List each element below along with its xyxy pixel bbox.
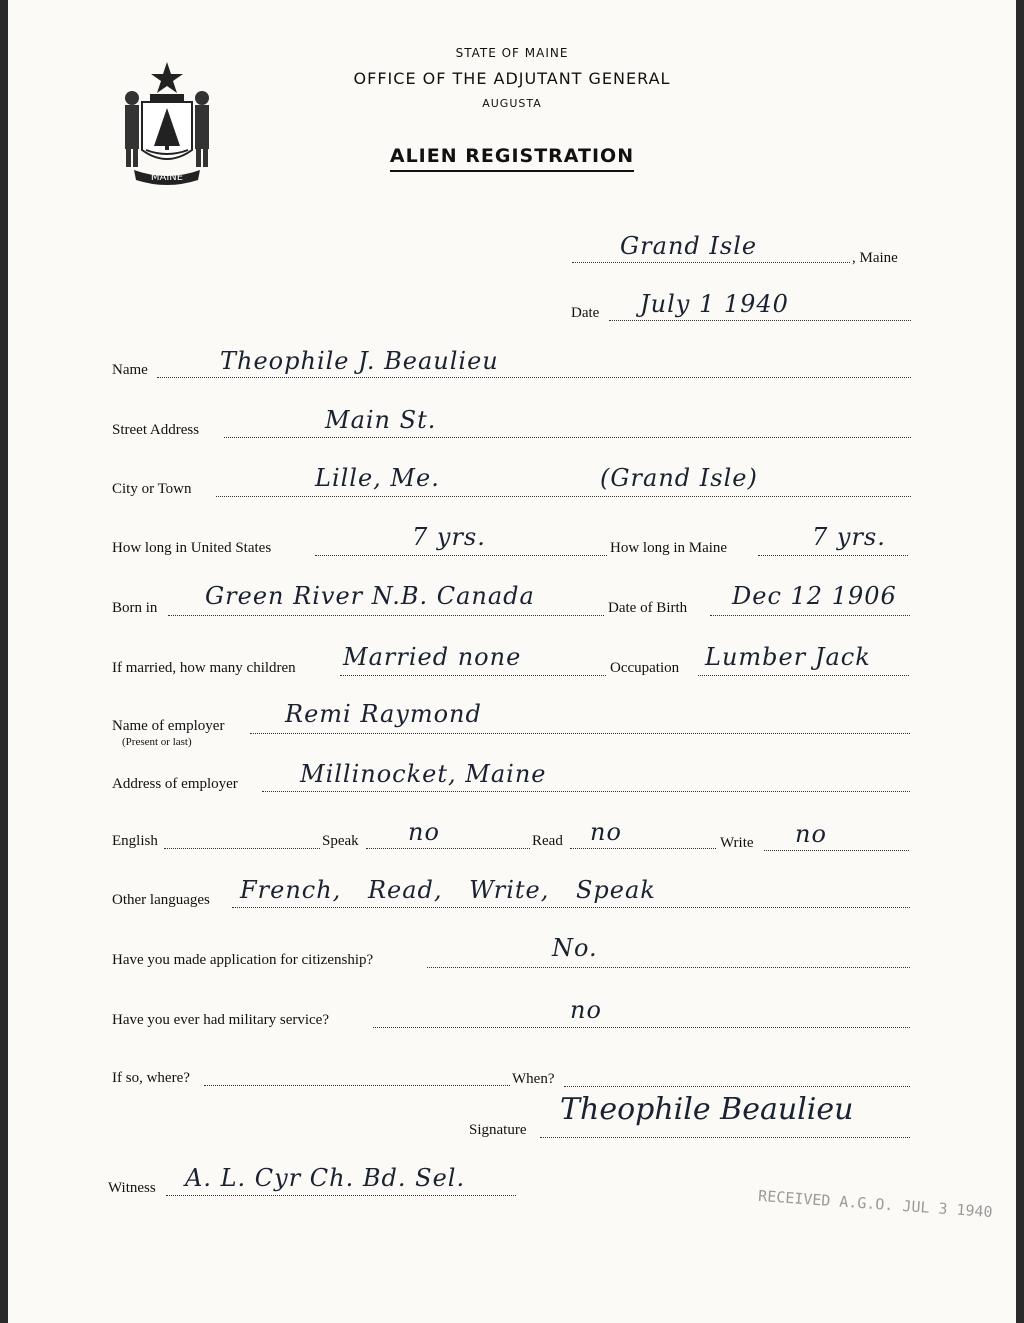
born-label: Born in: [112, 600, 158, 616]
occupation-label: Occupation: [610, 660, 680, 676]
signature-line: [540, 1137, 910, 1138]
employer-address-value: Millinocket, Maine: [300, 760, 547, 788]
maine-years-line: [758, 555, 908, 556]
english-line: [164, 848, 320, 849]
signature-value: Theophile Beaulieu: [560, 1092, 854, 1127]
witness-label: Witness: [108, 1180, 156, 1196]
military-line: [373, 1027, 910, 1028]
employer-line: [250, 733, 910, 734]
seal-lettering: MAINE: [150, 172, 184, 183]
date-value: July 1 1940: [640, 290, 789, 318]
header-state: STATE OF MAINE: [455, 46, 569, 60]
dob-line: [710, 615, 910, 616]
date-label: Date: [571, 305, 600, 321]
citizenship-line: [427, 967, 910, 968]
city-line: [216, 496, 911, 497]
place-line: [572, 262, 850, 263]
write-line: [764, 850, 909, 851]
place-suffix: , Maine: [852, 250, 898, 266]
occupation-value: Lumber Jack: [705, 643, 871, 671]
date-line: [609, 320, 911, 321]
employer-address-line: [262, 791, 910, 792]
city-label: City or Town: [112, 481, 192, 497]
when-label: When?: [512, 1071, 555, 1087]
speak-line: [366, 848, 530, 849]
header-office: OFFICE OF THE ADJUTANT GENERAL: [353, 69, 671, 88]
military-label: Have you ever had military service?: [112, 1012, 329, 1028]
witness-line: [166, 1195, 516, 1196]
maine-years-value: 7 yrs.: [812, 523, 886, 551]
street-value: Main St.: [325, 406, 437, 434]
children-value: Married none: [343, 643, 522, 671]
citizenship-value: No.: [552, 934, 598, 962]
where-line: [204, 1085, 510, 1086]
name-label: Name: [112, 362, 148, 378]
employer-address-label: Address of employer: [112, 776, 238, 792]
header-city: AUGUSTA: [482, 97, 542, 110]
dob-label: Date of Birth: [608, 600, 688, 616]
speak-value: no: [408, 818, 440, 846]
received-stamp: RECEIVED A.G.O. JUL 3 1940: [757, 1186, 994, 1222]
when-line: [564, 1086, 910, 1087]
write-value: no: [795, 820, 827, 848]
other-languages-value: French, Read, Write, Speak: [240, 876, 656, 904]
maine-years-label: How long in Maine: [610, 540, 728, 556]
read-line: [570, 848, 716, 849]
witness-value: A. L. Cyr Ch. Bd. Sel.: [185, 1164, 466, 1192]
children-line: [340, 675, 606, 676]
us-years-line: [315, 555, 607, 556]
employer-label: Name of employer: [112, 718, 225, 734]
born-line: [168, 615, 604, 616]
us-years-label: How long in United States: [112, 540, 272, 556]
military-value: no: [570, 996, 602, 1024]
born-value: Green River N.B. Canada: [205, 582, 535, 610]
street-label: Street Address: [112, 422, 200, 438]
city-value: Lille, Me.: [315, 464, 440, 492]
children-label: If married, how many children: [112, 660, 296, 676]
other-languages-line: [232, 907, 910, 908]
street-line: [224, 437, 911, 438]
dob-value: Dec 12 1906: [732, 582, 897, 610]
read-label: Read: [532, 833, 563, 849]
employer-value: Remi Raymond: [285, 700, 482, 728]
signature-label: Signature: [469, 1122, 527, 1138]
city-value-2: (Grand Isle): [600, 464, 758, 492]
occupation-line: [698, 675, 909, 676]
name-line: [157, 377, 911, 378]
citizenship-label: Have you made application for citizenship?: [112, 952, 374, 968]
us-years-value: 7 yrs.: [412, 523, 486, 551]
form-title-text: ALIEN REGISTRATION: [390, 145, 634, 172]
employer-sublabel: (Present or last): [122, 736, 192, 748]
where-label: If so, where?: [112, 1070, 190, 1086]
english-label: English: [112, 833, 158, 849]
name-value: Theophile J. Beaulieu: [220, 347, 499, 375]
read-value: no: [590, 818, 622, 846]
speak-label: Speak: [322, 833, 359, 849]
form-title: [0, 145, 1024, 167]
write-label: Write: [720, 835, 754, 851]
place-value: Grand Isle: [620, 232, 758, 260]
other-languages-label: Other languages: [112, 892, 210, 908]
